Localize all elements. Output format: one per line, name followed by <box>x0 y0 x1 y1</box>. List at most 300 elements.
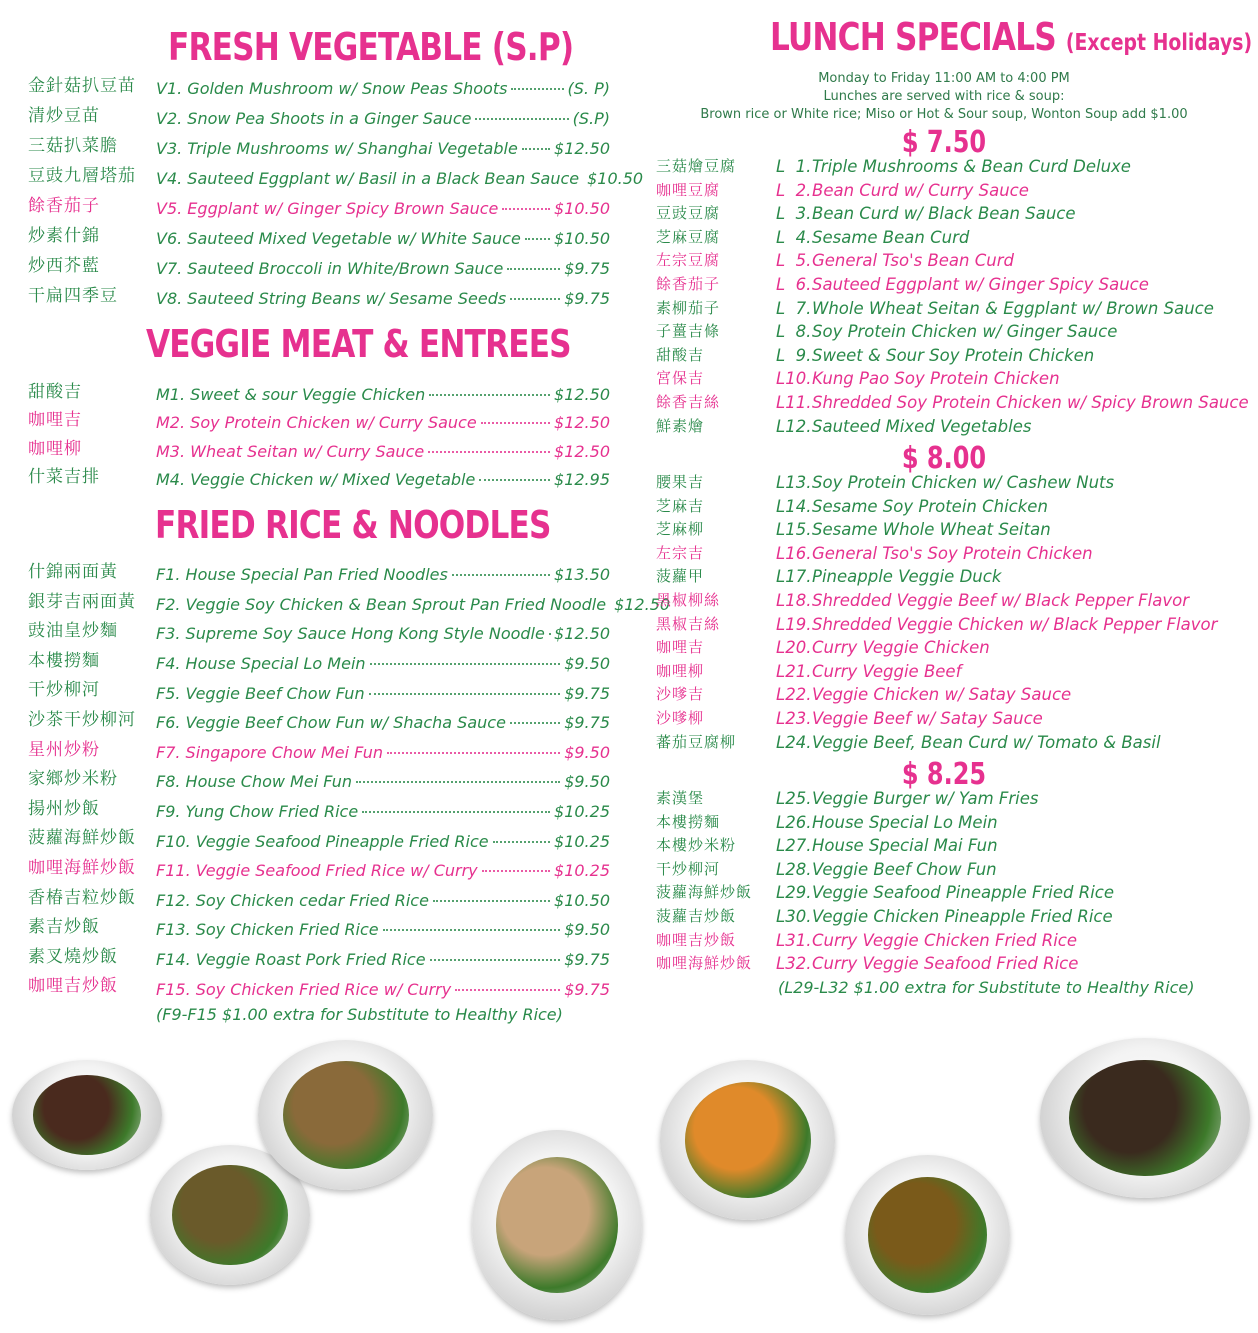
chinese-name: 黑椒吉絲 <box>656 614 721 633</box>
fresh-vegetable-title: FRESH VEGETABLE (S.P) <box>168 25 574 69</box>
lunch-info <box>630 70 1258 124</box>
menu-item-row <box>28 944 610 970</box>
lunch-item-code: L13. <box>776 473 812 492</box>
lunch-item-row <box>656 731 1246 754</box>
lunch-price-heading: $ 8.25 <box>901 757 987 792</box>
lunch-item-row <box>656 905 1246 928</box>
chinese-name: 干炒柳河 <box>656 859 721 878</box>
chinese-name: 本樓撈麵 <box>656 812 721 831</box>
dot-leader <box>362 792 550 813</box>
lunch-item-code: L26. <box>776 812 812 832</box>
chinese-name: 干炒柳河 <box>28 680 100 701</box>
lunch-item-code: L15. <box>776 520 812 540</box>
lunch-info-line: Brown rice or White rice; Miso or Hot & Sour soup, Wonton Soup add $1.00 <box>700 107 1188 122</box>
food-dish-photo <box>12 1060 162 1170</box>
chinese-name: 宮保吉 <box>656 369 705 388</box>
chinese-name: 炒素什錦 <box>28 226 100 246</box>
lunch-item-name: Pineapple Veggie Duck <box>812 567 1002 587</box>
dot-leader <box>455 969 560 990</box>
lunch-item-row <box>656 565 1246 588</box>
lunch-item-row <box>656 589 1246 612</box>
chinese-name: 豆豉九層塔茄 <box>28 166 136 186</box>
lunch-item-name: House Special Lo Mein <box>812 812 998 832</box>
lunch-item-name: Curry Veggie Chicken <box>812 638 990 658</box>
menu-item-row <box>28 618 610 644</box>
lunch-item-row <box>656 542 1246 565</box>
item-price: $9.75 <box>564 289 610 309</box>
lunch-item-name: Veggie Burger w/ Yam Fries <box>812 789 1039 808</box>
chinese-name: 蕃茄豆腐柳 <box>656 732 737 751</box>
lunch-item-row <box>656 613 1246 636</box>
dot-leader <box>370 644 561 665</box>
lunch-item-name: Sauteed Mixed Vegetables <box>812 416 1032 436</box>
lunch-item-name: Veggie Chicken Pineapple Fried Rice <box>812 907 1113 926</box>
chinese-name: 芝麻豆腐 <box>656 227 721 246</box>
food-dish-photo <box>845 1155 1010 1315</box>
lunch-item-row <box>656 858 1246 881</box>
lunch-item-name: Shredded Soy Protein Chicken w/ Spicy Brown Sauce <box>812 393 1249 412</box>
lunch-item-code: L 5. <box>776 251 812 271</box>
chinese-name: 菠蘿海鮮炒飯 <box>28 828 136 849</box>
lunch-title-main: LUNCH SPECIALS <box>770 15 1056 59</box>
item-name: F14. Veggie Roast Pork Fried Rice <box>156 949 426 969</box>
lunch-item-code: L 6. <box>776 275 812 294</box>
lunch-item-name: Sesame Whole Wheat Seitan <box>812 520 1051 540</box>
item-price: $9.50 <box>564 772 610 792</box>
chinese-name: 金針菇扒豆苗 <box>28 76 136 96</box>
dot-leader <box>429 375 550 396</box>
menu-item-row <box>28 223 610 249</box>
food-on-plate <box>496 1157 618 1294</box>
dot-leader <box>482 851 550 872</box>
menu-item-row <box>28 796 610 822</box>
item-price: $12.50 <box>614 594 671 614</box>
item-price: $10.50 <box>554 229 610 249</box>
item-name: V2. Snow Pea Shoots in a Ginger Sauce <box>156 109 472 129</box>
chinese-name: 芝麻吉 <box>656 496 705 515</box>
food-dish-photo <box>258 1040 433 1190</box>
dot-leader <box>383 910 561 931</box>
menu-item-row <box>28 253 610 279</box>
item-price: $9.75 <box>564 259 610 279</box>
chinese-name: 咖哩吉炒飯 <box>28 976 118 997</box>
chinese-name: 銀芽吉兩面黃 <box>28 591 136 612</box>
fried-rice-note: (F9-F15 $1.00 extra for Substitute to Healthy Rice) <box>156 1005 563 1024</box>
item-price: $10.25 <box>554 801 610 821</box>
lunch-item-name: Bean Curd w/ Curry Sauce <box>812 180 1029 200</box>
chinese-name: 菠蘿海鮮炒飯 <box>656 883 753 902</box>
lunch-item-name: Veggie Seafood Pineapple Fried Rice <box>812 883 1115 903</box>
chinese-name: 星州炒粉 <box>28 739 100 760</box>
lunch-item-row <box>656 415 1246 438</box>
lunch-item-code: L11. <box>776 393 812 412</box>
item-name: F12. Soy Chicken cedar Fried Rice <box>156 890 429 910</box>
item-price: $10.25 <box>554 861 610 881</box>
chinese-name: 咖哩豆腐 <box>656 180 721 199</box>
menu-item-row <box>28 737 610 763</box>
lunch-item-row <box>656 929 1246 952</box>
lunch-item-name: House Special Mai Fun <box>812 836 998 856</box>
lunch-item-name: Sesame Bean Curd <box>812 227 970 247</box>
item-price: $9.50 <box>564 742 610 762</box>
item-name: F13. Soy Chicken Fried Rice <box>156 920 379 940</box>
lunch-item-row <box>656 707 1246 730</box>
menu-item-row <box>28 766 610 792</box>
item-price: $9.50 <box>564 920 610 940</box>
chinese-name: 芝麻柳 <box>656 520 705 539</box>
menu-item-row <box>28 436 610 462</box>
dot-leader <box>433 881 550 902</box>
lunch-item-name: Whole Wheat Seitan & Eggplant w/ Brown Sauce <box>812 298 1214 318</box>
chinese-name: 素吉炒飯 <box>28 917 100 938</box>
lunch-item-code: L30. <box>776 907 812 926</box>
lunch-item-name: Shredded Veggie Chicken w/ Black Pepper Flavor <box>812 614 1218 634</box>
lunch-item-name: Veggie Beef Chow Fun <box>812 859 997 879</box>
food-on-plate <box>283 1061 409 1169</box>
lunch-item-code: L12. <box>776 416 812 436</box>
menu-item-row <box>28 464 610 490</box>
menu-item <box>156 559 610 588</box>
item-name: F6. Veggie Beef Chow Fun w/ Shacha Sauce <box>156 713 506 733</box>
chinese-name: 沙嗲柳 <box>656 709 705 727</box>
lunch-item-code: L28. <box>776 859 812 879</box>
lunch-info-line: Lunches are served with rice & soup: <box>823 89 1065 104</box>
lunch-item-code: L10. <box>776 369 812 389</box>
dot-leader <box>522 129 550 150</box>
lunch-item-code: L 9. <box>776 345 812 365</box>
dot-leader <box>428 432 550 453</box>
item-price: $9.75 <box>564 713 610 733</box>
lunch-item-name: Veggie Chicken w/ Satay Sauce <box>812 685 1072 705</box>
dot-leader <box>493 821 550 842</box>
lunch-item-row <box>656 518 1246 541</box>
lunch-item-code: L24. <box>776 732 812 752</box>
dot-leader <box>452 555 550 576</box>
lunch-item-name: Veggie Beef, Bean Curd w/ Tomato & Basil <box>812 732 1161 752</box>
chinese-name: 揚州炒飯 <box>28 798 100 819</box>
lunch-item-row <box>656 811 1246 834</box>
menu-item <box>156 73 610 102</box>
dot-leader <box>369 673 561 694</box>
lunch-item-row <box>656 471 1246 494</box>
item-price: $12.95 <box>554 470 610 490</box>
lunch-item-row <box>656 320 1246 343</box>
chinese-name: 三菇扒菜膽 <box>28 136 118 156</box>
chinese-name: 香椿吉粒炒飯 <box>28 887 136 908</box>
lunch-item-code: L 4. <box>776 227 812 247</box>
lunch-item-row <box>656 273 1246 296</box>
lunch-item-name: Shredded Veggie Beef w/ Black Pepper Flavor <box>812 591 1190 610</box>
chinese-name: 豆豉豆腐 <box>656 204 721 223</box>
item-price: $10.25 <box>554 831 610 851</box>
chinese-name: 咖哩吉炒飯 <box>656 930 737 949</box>
food-on-plate <box>685 1082 811 1197</box>
chinese-name: 咖哩吉 <box>28 410 82 431</box>
item-price: $9.75 <box>564 683 610 703</box>
lunch-item-code: L 7. <box>776 298 812 318</box>
item-price: $12.50 <box>554 413 610 433</box>
dot-leader <box>387 733 560 754</box>
lunch-item-name: Curry Veggie Seafood Fried Rice <box>812 954 1079 974</box>
lunch-item-row <box>656 391 1249 414</box>
item-name: F7. Singapore Chow Mei Fun <box>156 742 383 762</box>
item-price: $13.50 <box>554 565 610 585</box>
lunch-item-code: L27. <box>776 836 812 856</box>
lunch-item-name: Curry Veggie Chicken Fried Rice <box>812 930 1077 950</box>
menu-item-row <box>28 283 610 309</box>
menu-item-row <box>28 407 610 433</box>
chinese-name: 甜酸吉 <box>656 345 705 364</box>
chinese-name: 子薑吉條 <box>656 322 721 341</box>
chinese-name: 素漢堡 <box>656 789 705 807</box>
chinese-name: 豉油皇炒麵 <box>28 621 118 642</box>
chinese-name: 餘香茄子 <box>656 275 721 293</box>
lunch-item-name: Triple Mushrooms & Bean Curd Deluxe <box>812 157 1131 176</box>
item-name: F15. Soy Chicken Fried Rice w/ Curry <box>156 979 452 999</box>
menu-item-row <box>28 193 610 219</box>
menu-item <box>156 464 610 493</box>
menu-item <box>156 223 610 252</box>
chinese-name: 沙茶干炒柳河 <box>28 710 136 730</box>
food-dish-photo <box>660 1060 835 1220</box>
chinese-name: 咖哩柳 <box>28 438 82 459</box>
food-dish-photo <box>1040 1038 1250 1198</box>
menu-item-row <box>28 163 644 189</box>
chinese-name: 甜酸吉 <box>28 382 82 402</box>
chinese-name: 咖哩柳 <box>656 661 705 680</box>
item-name: F9. Yung Chow Fried Rice <box>156 801 359 821</box>
menu-item <box>156 193 610 222</box>
lunch-item-name: Veggie Beef w/ Satay Sauce <box>812 709 1043 728</box>
lunch-item-row <box>656 367 1246 390</box>
chinese-name: 什菜吉排 <box>28 466 100 487</box>
menu-item-row <box>28 379 610 405</box>
item-price: $9.50 <box>564 653 610 673</box>
item-name: F8. House Chow Mei Fun <box>156 772 353 792</box>
dot-leader <box>430 940 561 961</box>
item-name: V7. Sauteed Broccoli in White/Brown Sauce <box>156 259 504 279</box>
lunch-item-row <box>656 660 1246 683</box>
menu-item <box>156 973 610 1002</box>
lunch-item-name: General Tso's Bean Curd <box>812 251 1014 271</box>
chinese-name: 菠蘿甲 <box>656 567 705 586</box>
lunch-item-code: L19. <box>776 614 812 634</box>
lunch-item-code: L25. <box>776 789 812 808</box>
menu-item-row <box>28 133 610 159</box>
lunch-item-code: L23. <box>776 709 812 728</box>
chinese-name: 三菇燴豆腐 <box>656 157 737 175</box>
item-name: V8. Sauteed String Beans w/ Sesame Seeds <box>156 289 507 309</box>
item-price: $12.50 <box>554 139 610 159</box>
item-price: $10.50 <box>554 199 610 219</box>
dot-leader <box>356 762 560 783</box>
lunch-item-code: L29. <box>776 883 812 903</box>
chinese-name: 咖哩吉 <box>656 638 705 657</box>
item-name: F2. Veggie Soy Chicken & Bean Sprout Pan Fried Noodle <box>156 594 607 614</box>
menu-item-row <box>28 707 610 733</box>
lunch-item-row <box>656 834 1246 857</box>
lunch-item-code: L 3. <box>776 204 812 224</box>
menu-item-row <box>28 973 610 999</box>
lunch-item-code: L18. <box>776 591 812 610</box>
menu-item <box>156 103 610 132</box>
lunch-specials-title <box>770 15 1253 59</box>
lunch-item-code: L16. <box>776 543 812 563</box>
item-price: $9.75 <box>564 979 610 999</box>
lunch-item-name: Sweet & Sour Soy Protein Chicken <box>812 345 1095 365</box>
menu-item <box>156 589 671 618</box>
dot-leader <box>481 403 550 424</box>
item-price: $10.50 <box>554 890 610 910</box>
chinese-name: 腰果吉 <box>656 473 705 491</box>
menu-item-row <box>28 559 610 585</box>
menu-item-row <box>28 825 610 851</box>
veggie-meat-title: VEGGIE MEAT & ENTREES <box>146 322 571 366</box>
chinese-name: 素叉燒炒飯 <box>28 946 118 967</box>
dot-leader <box>525 219 550 240</box>
menu-item-row <box>28 855 610 881</box>
dot-leader <box>549 614 550 635</box>
item-name: V3. Triple Mushrooms w/ Shanghai Vegetable <box>156 139 518 159</box>
menu-item-row <box>28 648 610 674</box>
lunch-item-row <box>656 202 1246 225</box>
lunch-item-row <box>656 179 1246 202</box>
chinese-name: 炒西芥藍 <box>28 256 100 276</box>
item-name: M3. Wheat Seitan w/ Curry Sauce <box>156 441 425 461</box>
menu-item-row <box>28 73 610 99</box>
lunch-item-name: Soy Protein Chicken w/ Ginger Sauce <box>812 322 1118 342</box>
lunch-item-name: Sauteed Eggplant w/ Ginger Spicy Sauce <box>812 275 1149 294</box>
lunch-item-name: Kung Pao Soy Protein Chicken <box>812 369 1060 389</box>
lunch-item-row <box>656 683 1246 706</box>
item-name: F11. Veggie Seafood Fried Rice w/ Curry <box>156 861 478 881</box>
lunch-item-code: L32. <box>776 954 812 974</box>
chinese-name: 本樓撈麵 <box>28 650 100 671</box>
lunch-item-row <box>656 495 1246 518</box>
lunch-item-row <box>656 787 1246 810</box>
item-name: F5. Veggie Beef Chow Fun <box>156 683 365 703</box>
lunch-title-except: (Except Holidays) <box>1065 30 1253 56</box>
lunch-item-row <box>656 249 1246 272</box>
fried-rice-title: FRIED RICE & NOODLES <box>155 503 551 547</box>
lunch-item-row <box>656 297 1246 320</box>
item-price: $12.50 <box>554 624 610 644</box>
chinese-name: 咖哩海鮮炒飯 <box>28 858 136 878</box>
item-name: V1. Golden Mushroom w/ Snow Peas Shoots <box>156 79 508 99</box>
chinese-name: 家鄉炒米粉 <box>28 769 118 790</box>
food-on-plate <box>868 1177 987 1292</box>
lunch-item-code: L 2. <box>776 180 812 200</box>
lunch-item-row <box>656 636 1246 659</box>
lunch-item-name: General Tso's Soy Protein Chicken <box>812 543 1093 563</box>
item-name: F3. Supreme Soy Sauce Hong Kong Style Noodle <box>156 624 545 644</box>
item-name: F1. House Special Pan Fried Noodles <box>156 565 448 585</box>
food-on-plate <box>1069 1060 1220 1175</box>
item-name: F4. House Special Lo Mein <box>156 653 366 673</box>
item-name: M1. Sweet & sour Veggie Chicken <box>156 385 426 405</box>
lunch-item-name: Bean Curd w/ Black Bean Sauce <box>812 204 1076 224</box>
lunch-item-code: L17. <box>776 567 812 587</box>
food-on-plate <box>33 1075 141 1154</box>
lunch-item-code: L21. <box>776 661 812 681</box>
menu-item <box>156 133 610 162</box>
chinese-name: 餘香茄子 <box>28 196 100 216</box>
chinese-name: 咖哩海鮮炒飯 <box>656 954 753 973</box>
lunch-item-row <box>656 881 1246 904</box>
lunch-item-name: Soy Protein Chicken w/ Cashew Nuts <box>812 473 1115 492</box>
lunch-item-name: Curry Veggie Beef <box>812 661 962 681</box>
dot-leader <box>510 279 560 300</box>
chinese-name: 什錦兩面黃 <box>28 562 118 582</box>
lunch-item-code: L31. <box>776 930 812 950</box>
chinese-name: 清炒豆苗 <box>28 106 100 126</box>
lunch-item-row <box>656 226 1246 249</box>
menu-item-row <box>28 677 610 703</box>
lunch-item-code: L 1. <box>776 157 812 176</box>
chinese-name: 左宗吉 <box>656 543 705 562</box>
item-name: V4. Sauteed Eggplant w/ Basil in a Black Bean Sauce <box>156 169 580 189</box>
item-price: $12.50 <box>554 441 610 461</box>
dot-leader <box>475 99 568 120</box>
chinese-name: 鮮素燴 <box>656 416 705 435</box>
menu-item <box>156 283 610 312</box>
lunch-item-name: Sesame Soy Protein Chicken <box>812 496 1048 516</box>
menu-item <box>156 163 644 192</box>
lunch-item-code: L 8. <box>776 322 812 342</box>
lunch-note: (L29-L32 $1.00 extra for Substitute to Healthy Rice) <box>778 978 1195 997</box>
lunch-item-code: L14. <box>776 496 812 516</box>
chinese-name: 菠蘿吉炒飯 <box>656 907 737 925</box>
menu-item <box>156 253 610 282</box>
chinese-name: 餘香吉絲 <box>656 393 721 411</box>
dot-leader <box>479 460 550 481</box>
dot-leader <box>510 703 560 724</box>
chinese-name: 沙嗲吉 <box>656 685 705 704</box>
menu-item-row <box>28 885 610 911</box>
chinese-name: 黑椒柳絲 <box>656 591 721 609</box>
dot-leader <box>507 249 560 270</box>
item-price: (S. P) <box>567 79 610 99</box>
item-name: M2. Soy Protein Chicken w/ Curry Sauce <box>156 413 477 433</box>
dot-leader <box>511 69 563 90</box>
lunch-info-line: Monday to Friday 11:00 AM to 4:00 PM <box>818 71 1070 86</box>
food-on-plate <box>172 1165 287 1266</box>
item-price: $10.50 <box>587 169 644 189</box>
item-name: M4. Veggie Chicken w/ Mixed Vegetable <box>156 470 476 490</box>
chinese-name: 本樓炒米粉 <box>656 836 737 855</box>
lunch-price-heading: $ 7.50 <box>901 125 987 160</box>
lunch-item-row <box>656 952 1246 975</box>
lunch-item-row <box>656 344 1246 367</box>
lunch-price-heading: $ 8.00 <box>901 441 987 476</box>
dot-leader <box>502 189 550 210</box>
food-dish-photo <box>472 1130 642 1320</box>
chinese-name: 干扁四季豆 <box>28 286 118 306</box>
lunch-item-row <box>656 155 1246 178</box>
lunch-item-code: L22. <box>776 685 812 705</box>
item-price: $12.50 <box>554 385 610 405</box>
item-name: V6. Sauteed Mixed Vegetable w/ White Sauce <box>156 229 521 249</box>
menu-item-row <box>28 589 671 615</box>
chinese-name: 左宗豆腐 <box>656 251 721 270</box>
lunch-item-code: L20. <box>776 638 812 658</box>
item-name: F10. Veggie Seafood Pineapple Fried Rice <box>156 831 489 851</box>
item-price: $9.75 <box>564 949 610 969</box>
item-price: (S.P) <box>572 109 610 129</box>
menu-item-row <box>28 914 610 940</box>
chinese-name: 素柳茄子 <box>656 298 721 317</box>
menu-item-row <box>28 103 610 129</box>
